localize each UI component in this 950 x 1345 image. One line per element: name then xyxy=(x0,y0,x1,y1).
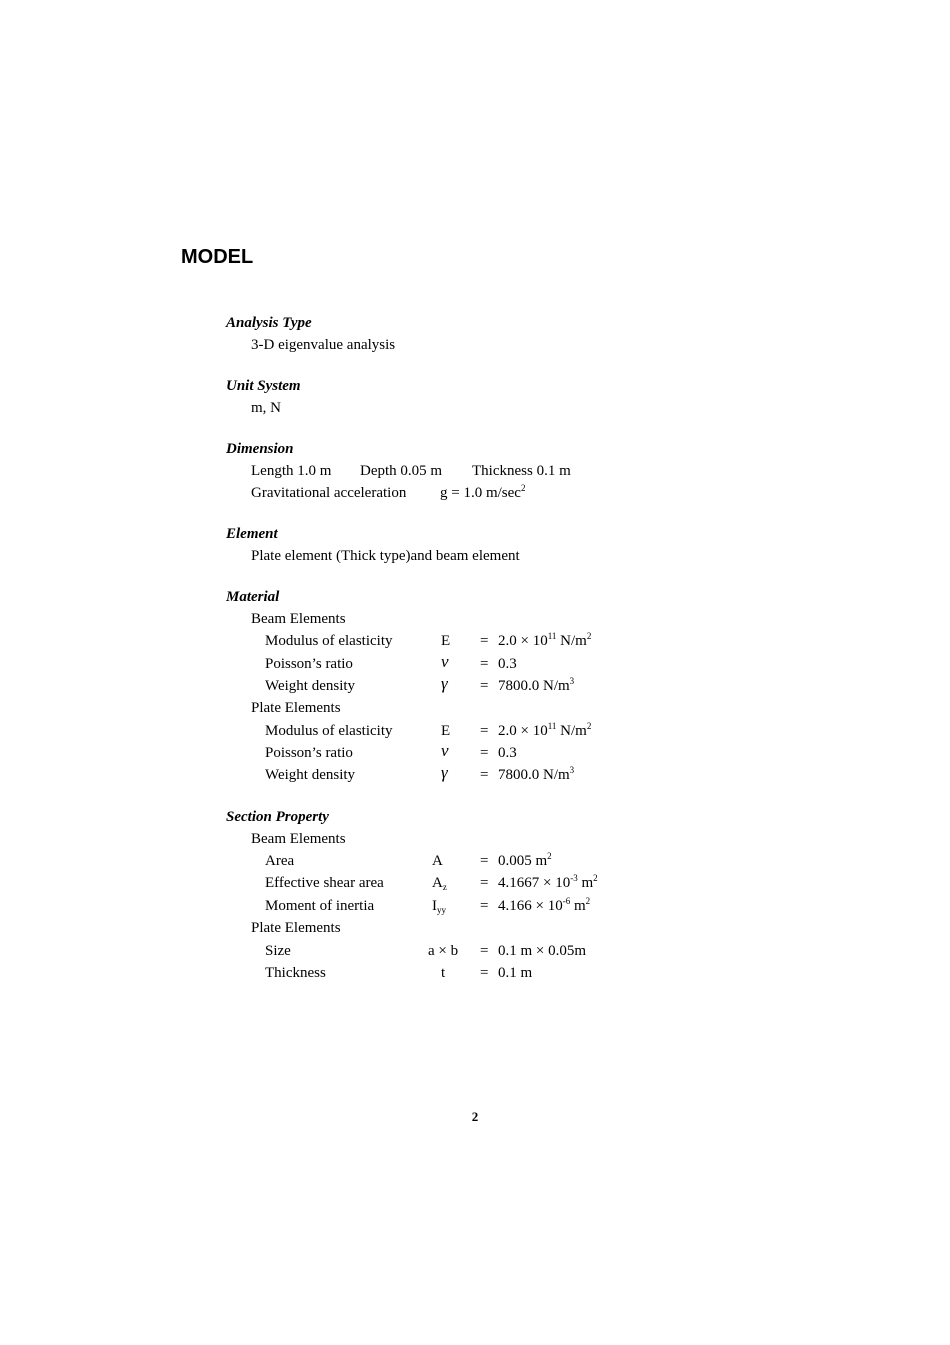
area-value: 0.005 $m^2$ xyxy=(498,851,552,869)
material-heading: Material xyxy=(226,589,280,605)
equals-sign: = xyxy=(480,943,489,959)
gravity-value: g = 1.0 $m/\sec^2$ xyxy=(440,483,526,501)
equals-sign: = xyxy=(480,965,489,981)
equals-sign: = xyxy=(480,633,489,649)
shear-area-value: $4.1667 \times 10^{-3}$ $m^2$ xyxy=(498,873,598,891)
unit-system-heading: Unit System xyxy=(226,378,301,394)
equals-sign: = xyxy=(480,723,489,739)
analysis-type-text: 3-D eigenvalue analysis xyxy=(251,337,396,353)
plate-poisson-value: 0.3 xyxy=(498,745,517,761)
unit-system-text: m, N xyxy=(251,400,281,416)
inertia-value: $4.166 \times 10^{-6}$ $m^2$ xyxy=(498,896,591,914)
area-symbol: A xyxy=(432,853,443,869)
section-property-heading: Section Property xyxy=(226,809,329,825)
shear-area-symbol: $A_z$ xyxy=(432,875,447,892)
gravity-label: Gravitational acceleration xyxy=(251,485,407,501)
equals-sign: = xyxy=(480,767,489,783)
element-heading: Element xyxy=(226,526,278,542)
equals-sign: = xyxy=(480,678,489,694)
plate-thickness-value: 0.1 m xyxy=(498,965,533,981)
plate-density-value: 7800.0 $N/m^3$ xyxy=(498,765,575,783)
size-value: 0.1 m × 0.05m xyxy=(498,943,587,959)
equals-sign: = xyxy=(480,898,489,914)
dimension-depth: Depth 0.05 m xyxy=(360,463,443,479)
plate-poisson-symbol: ν xyxy=(441,741,449,760)
plate-thickness-label: Thickness xyxy=(265,965,326,981)
material-beam-label: Beam Elements xyxy=(251,611,346,627)
beam-density-label: Weight density xyxy=(265,678,356,694)
beam-poisson-label: Poisson’s ratio xyxy=(265,656,353,672)
area-label: Area xyxy=(265,853,295,869)
plate-modulus-label: Modulus of elasticity xyxy=(265,723,393,739)
plate-density-symbol: γ xyxy=(441,763,448,782)
beam-poisson-symbol: ν xyxy=(441,652,449,671)
beam-poisson-value: 0.3 xyxy=(498,656,517,672)
inertia-symbol: $I_{yy}$ xyxy=(432,898,446,915)
plate-poisson-label: Poisson’s ratio xyxy=(265,745,353,761)
equals-sign: = xyxy=(480,745,489,761)
plate-modulus-symbol: E xyxy=(441,723,451,739)
equals-sign: = xyxy=(480,656,489,672)
beam-modulus-symbol: E xyxy=(441,633,451,649)
shear-area-label: Effective shear area xyxy=(265,875,384,891)
page-number: 2 xyxy=(471,1109,479,1124)
plate-density-label: Weight density xyxy=(265,767,356,783)
dimension-length: Length 1.0 m xyxy=(251,463,332,479)
beam-modulus-value: $2.0 \times 10^{11}$ $N/m^2$ xyxy=(498,631,592,649)
beam-modulus-label: Modulus of elasticity xyxy=(265,633,393,649)
equals-sign: = xyxy=(480,853,489,869)
material-plate-label: Plate Elements xyxy=(251,700,341,716)
dimension-thickness: Thickness 0.1 m xyxy=(472,463,571,479)
section-beam-label: Beam Elements xyxy=(251,831,346,847)
plate-modulus-value: $2.0 \times 10^{11}$ $N/m^2$ xyxy=(498,721,592,739)
equals-sign: = xyxy=(480,875,489,891)
element-text: Plate element (Thick type)and beam element xyxy=(251,548,520,564)
analysis-type-heading: Analysis Type xyxy=(226,315,312,331)
beam-density-symbol: γ xyxy=(441,674,448,693)
size-symbol: a × b xyxy=(428,943,459,959)
size-label: Size xyxy=(265,943,291,959)
inertia-label: Moment of inertia xyxy=(265,898,375,914)
dimension-heading: Dimension xyxy=(226,441,294,457)
section-plate-label: Plate Elements xyxy=(251,920,341,936)
plate-thickness-symbol: t xyxy=(441,965,446,981)
page-title: MODEL xyxy=(181,246,254,268)
beam-density-value: 7800.0 $N/m^3$ xyxy=(498,676,575,694)
